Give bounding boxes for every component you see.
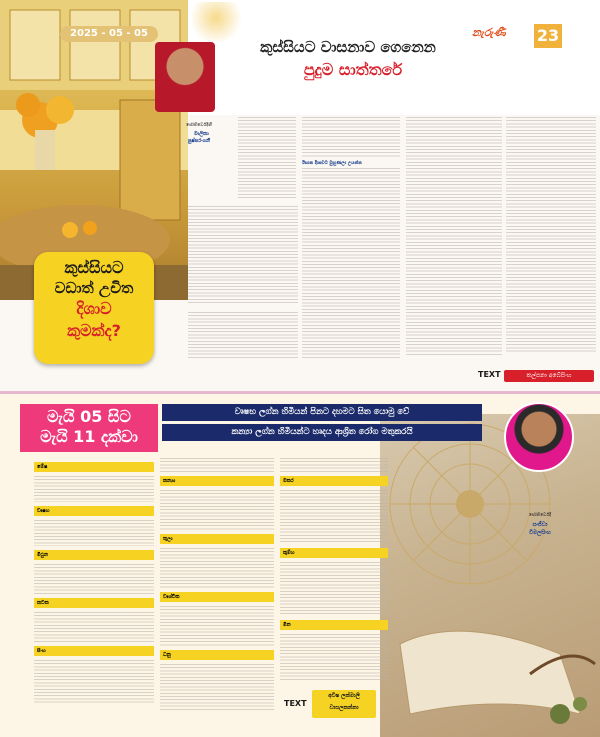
sign-header-vrushchika: වෘශ්චික bbox=[160, 592, 274, 602]
sign-text-kataka bbox=[34, 612, 154, 642]
sign-text-vrushchika bbox=[160, 606, 274, 646]
zodiac-art bbox=[380, 414, 600, 737]
feature-title-line-3: දිශාව bbox=[76, 299, 112, 318]
col3-text bbox=[406, 117, 502, 357]
sign-header-mesha: මේෂ bbox=[34, 462, 154, 472]
text-credit bbox=[478, 370, 596, 382]
sign-text-makara bbox=[280, 490, 388, 544]
sign-header-vrushabha: වෘෂභ bbox=[34, 506, 154, 516]
astrologer-name-2-1: සංජීවා bbox=[532, 522, 548, 528]
date-range-line1: මැයි 05 සිට bbox=[47, 407, 131, 426]
sign-text-mesha bbox=[34, 476, 154, 502]
sign-header-meena: මීන bbox=[280, 620, 388, 630]
astrologer-name-2-2: විමලසිංහ bbox=[529, 530, 551, 536]
text-credit-name: කල්පනා අබේසිංහ bbox=[504, 370, 594, 382]
feature-title-line-2: වඩාත් උචිත bbox=[54, 279, 134, 297]
feature-title-line-1: කුස්සියට bbox=[64, 258, 124, 277]
zodiac-wheel-icon bbox=[380, 414, 600, 737]
headline-line2: පුදුම සාත්තරේ bbox=[303, 60, 403, 79]
astrologer-name-2: පුෂ්පරංගනී bbox=[188, 138, 211, 144]
page-number: 23 bbox=[534, 24, 562, 48]
feature-title-line-4: කුමක්ද? bbox=[67, 321, 121, 340]
sign-header-mithuna: මිථුන bbox=[34, 550, 154, 560]
text-credit-2-box bbox=[312, 690, 376, 718]
sign-text-dhanu bbox=[160, 664, 274, 710]
masthead-logo: නැරුණී bbox=[472, 26, 506, 39]
col2-text bbox=[302, 117, 400, 157]
astrologer-photo-2 bbox=[504, 402, 574, 472]
sign-text-kanya bbox=[160, 490, 274, 530]
headline-line1: කුස්සියට වාසනාව ගෙනෙන bbox=[260, 38, 436, 56]
text-credit-2-name-2: වාසලකන්නා bbox=[329, 705, 359, 711]
sign-text-thula bbox=[160, 548, 274, 588]
col4-text bbox=[506, 117, 596, 353]
sign-text-kumbha bbox=[280, 562, 388, 616]
intro-text bbox=[238, 117, 296, 199]
sign-header-dhanu: ධනු bbox=[160, 650, 274, 660]
sign-text-mithuna bbox=[34, 564, 154, 594]
headline-bar-2: කන්‍යා ලග්න හිමියන්ට හෘදය ආශ්‍රිත රෝග මතුකරයි bbox=[162, 424, 482, 441]
text-credit-label: TEXT bbox=[478, 370, 501, 379]
intro-text-middle bbox=[160, 458, 274, 472]
col1-text-2 bbox=[188, 312, 298, 358]
astrologer-role-2: ජෝතිර්වේදී bbox=[528, 513, 552, 518]
col2-text-2 bbox=[302, 168, 400, 360]
date-range-line2: මැයි 11 දක්වා bbox=[40, 427, 138, 446]
sign-text-simha bbox=[34, 660, 154, 704]
feature-title-box bbox=[34, 252, 154, 364]
sign-text-meena bbox=[280, 634, 388, 680]
astrologer-photo bbox=[155, 42, 215, 112]
astrologer-name-1: මාලිකා bbox=[194, 131, 209, 137]
date-badge: 2025 - 05 - 05 bbox=[60, 26, 158, 42]
sign-header-makara: මකර bbox=[280, 476, 388, 486]
astrologer-role: ජෝතිර්වේදිනී bbox=[186, 123, 212, 128]
col1-text bbox=[188, 206, 298, 304]
sign-header-thula: තුලා bbox=[160, 534, 274, 544]
text-credit-2-label: TEXT bbox=[284, 699, 307, 708]
bottom-article bbox=[0, 394, 600, 737]
date-range-box bbox=[20, 404, 158, 452]
text-credit-2 bbox=[284, 690, 404, 720]
text-credit-2-name-1: අවිෂ ලක්මාලි bbox=[328, 693, 360, 699]
sign-header-simha: සිංහ bbox=[34, 646, 154, 656]
subhead: ඊසාන දිශාවට මුහුණලා උයන්න bbox=[302, 161, 362, 166]
sign-header-kanya: කන්‍යා bbox=[160, 476, 274, 486]
sign-header-kumbha: කුම්භ bbox=[280, 548, 388, 558]
decor-sparkle-icon bbox=[192, 2, 252, 42]
sign-header-kataka: කටක bbox=[34, 598, 154, 608]
sign-text-vrushabha bbox=[34, 520, 154, 546]
headline-bar-1: වෘෂභ ලග්න හිමියන් පිනට දහමට සිත යොමු වේ bbox=[162, 404, 482, 421]
intro-text-right bbox=[280, 458, 388, 472]
